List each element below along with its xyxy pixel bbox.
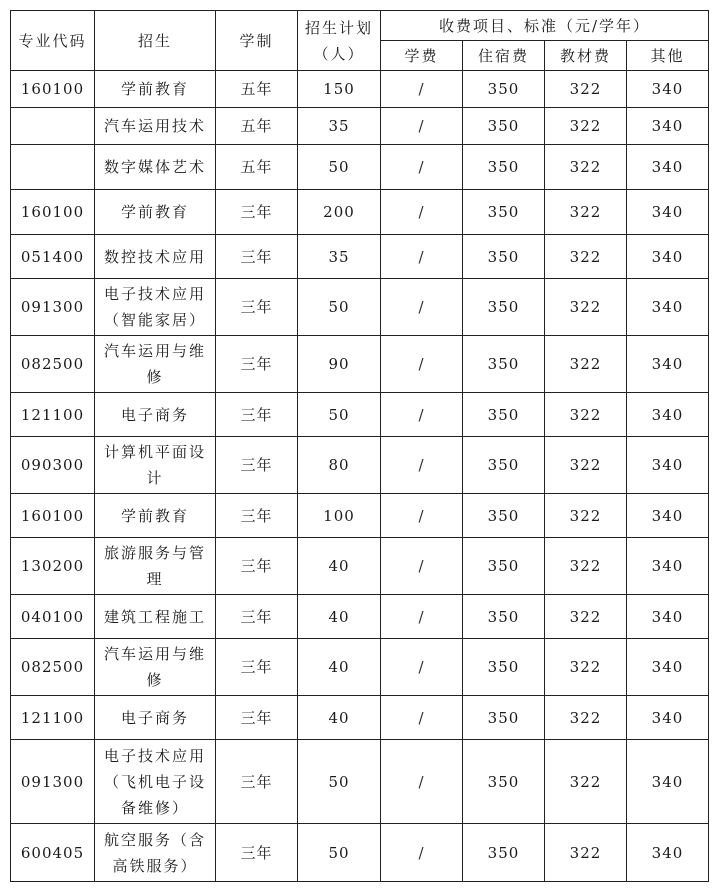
book-fee: 322 [545,538,627,595]
dorm-fee: 350 [463,393,545,437]
tuition: / [381,437,463,494]
tuition: / [381,639,463,696]
duration: 五年 [216,145,298,190]
major-code: 082500 [11,336,95,393]
header-tuition: 学费 [381,41,463,71]
header-plan-line2: （人） [313,44,365,63]
duration: 三年 [216,437,298,494]
table-row [11,279,709,336]
book-fee: 322 [545,595,627,639]
tuition: / [381,595,463,639]
header-other-fee: 其他 [627,41,709,71]
book-fee: 322 [545,279,627,336]
enrollment-plan: 40 [298,538,381,595]
major-name: 电子技术应用（智能家居） [95,279,216,336]
duration: 三年 [216,336,298,393]
book-fee: 322 [545,437,627,494]
duration: 三年 [216,740,298,824]
major-name: 数字媒体艺术 [95,145,216,190]
table-row [11,235,709,279]
table-row [11,696,709,740]
other-fee: 340 [627,393,709,437]
other-fee: 340 [627,71,709,108]
header-plan-line1: 招生计划 [304,18,373,37]
book-fee: 322 [545,108,627,145]
dorm-fee: 350 [463,235,545,279]
major-code: 160100 [11,494,95,538]
major-name: 电子商务 [95,696,216,740]
table-row [11,595,709,639]
table-row [11,190,709,235]
duration: 三年 [216,494,298,538]
duration: 三年 [216,279,298,336]
enrollment-plan: 100 [298,494,381,538]
other-fee: 340 [627,824,709,882]
table-row [11,145,709,190]
header-major-name: 招生 [95,11,216,71]
book-fee: 322 [545,145,627,190]
major-code: 051400 [11,235,95,279]
tuition: / [381,279,463,336]
major-name: 学前教育 [95,71,216,108]
dorm-fee: 350 [463,538,545,595]
table-row [11,639,709,696]
other-fee: 340 [627,639,709,696]
book-fee: 322 [545,696,627,740]
enrollment-plan: 80 [298,437,381,494]
duration: 五年 [216,71,298,108]
table-row [11,538,709,595]
book-fee: 322 [545,71,627,108]
major-name: 汽车运用与维修 [95,336,216,393]
major-name: 计算机平面设计 [95,437,216,494]
dorm-fee: 350 [463,740,545,824]
tuition: / [381,108,463,145]
enrollment-plan: 200 [298,190,381,235]
enrollment-fee-table [10,10,709,882]
enrollment-plan: 50 [298,824,381,882]
major-name: 电子商务 [95,393,216,437]
enrollment-plan: 40 [298,696,381,740]
major-code: 121100 [11,393,95,437]
tuition: / [381,696,463,740]
header-enrollment-plan [298,11,381,71]
enrollment-plan: 90 [298,336,381,393]
other-fee: 340 [627,145,709,190]
tuition: / [381,538,463,595]
tuition: / [381,393,463,437]
book-fee: 322 [545,639,627,696]
tuition: / [381,235,463,279]
enrollment-plan: 50 [298,145,381,190]
major-code: 160100 [11,71,95,108]
major-name: 航空服务（含高铁服务） [95,824,216,882]
dorm-fee: 350 [463,190,545,235]
tuition: / [381,71,463,108]
dorm-fee: 350 [463,336,545,393]
major-name: 旅游服务与管理 [95,538,216,595]
major-code: 091300 [11,740,95,824]
major-name: 汽车运用技术 [95,108,216,145]
other-fee: 340 [627,108,709,145]
major-name: 电子技术应用（飞机电子设备维修） [95,740,216,824]
table-row [11,336,709,393]
duration: 三年 [216,595,298,639]
major-name: 学前教育 [95,494,216,538]
other-fee: 340 [627,437,709,494]
major-code: 082500 [11,639,95,696]
other-fee: 340 [627,740,709,824]
tuition: / [381,824,463,882]
major-name: 学前教育 [95,190,216,235]
duration: 三年 [216,824,298,882]
other-fee: 340 [627,538,709,595]
dorm-fee: 350 [463,108,545,145]
enrollment-plan: 50 [298,393,381,437]
dorm-fee: 350 [463,437,545,494]
dorm-fee: 350 [463,71,545,108]
tuition: / [381,740,463,824]
duration: 三年 [216,639,298,696]
tuition: / [381,145,463,190]
other-fee: 340 [627,595,709,639]
tuition: / [381,336,463,393]
book-fee: 322 [545,740,627,824]
book-fee: 322 [545,393,627,437]
book-fee: 322 [545,336,627,393]
duration: 三年 [216,696,298,740]
other-fee: 340 [627,494,709,538]
other-fee: 340 [627,279,709,336]
dorm-fee: 350 [463,279,545,336]
major-name: 数控技术应用 [95,235,216,279]
major-code: 160100 [11,190,95,235]
duration: 三年 [216,538,298,595]
book-fee: 322 [545,494,627,538]
table-row [11,494,709,538]
other-fee: 340 [627,190,709,235]
major-code: 130200 [11,538,95,595]
tuition: / [381,190,463,235]
dorm-fee: 350 [463,824,545,882]
table-row [11,393,709,437]
major-name: 汽车运用与维修 [95,639,216,696]
header-dorm-fee: 住宿费 [463,41,545,71]
duration: 三年 [216,190,298,235]
header-fees-title: 收费项目、标准（元/学年） [381,11,709,41]
book-fee: 322 [545,190,627,235]
enrollment-plan: 40 [298,595,381,639]
table-row [11,740,709,824]
duration: 五年 [216,108,298,145]
enrollment-plan: 150 [298,71,381,108]
other-fee: 340 [627,336,709,393]
table-row [11,437,709,494]
table-row [11,108,709,145]
book-fee: 322 [545,824,627,882]
duration: 三年 [216,393,298,437]
major-name: 建筑工程施工 [95,595,216,639]
dorm-fee: 350 [463,145,545,190]
enrollment-plan: 35 [298,235,381,279]
enrollment-plan: 40 [298,639,381,696]
major-code: 121100 [11,696,95,740]
enrollment-plan: 50 [298,279,381,336]
dorm-fee: 350 [463,494,545,538]
major-code [11,145,95,190]
major-code: 090300 [11,437,95,494]
other-fee: 340 [627,235,709,279]
major-code [11,108,95,145]
dorm-fee: 350 [463,696,545,740]
book-fee: 322 [545,235,627,279]
tuition: / [381,494,463,538]
enrollment-plan: 35 [298,108,381,145]
other-fee: 340 [627,696,709,740]
dorm-fee: 350 [463,639,545,696]
header-duration: 学制 [216,11,298,71]
enrollment-plan: 50 [298,740,381,824]
duration: 三年 [216,235,298,279]
major-code: 091300 [11,279,95,336]
major-code: 040100 [11,595,95,639]
table-row [11,71,709,108]
header-book-fee: 教材费 [545,41,627,71]
major-code: 600405 [11,824,95,882]
header-major-code: 专业代码 [11,11,95,71]
dorm-fee: 350 [463,595,545,639]
table-row [11,824,709,882]
